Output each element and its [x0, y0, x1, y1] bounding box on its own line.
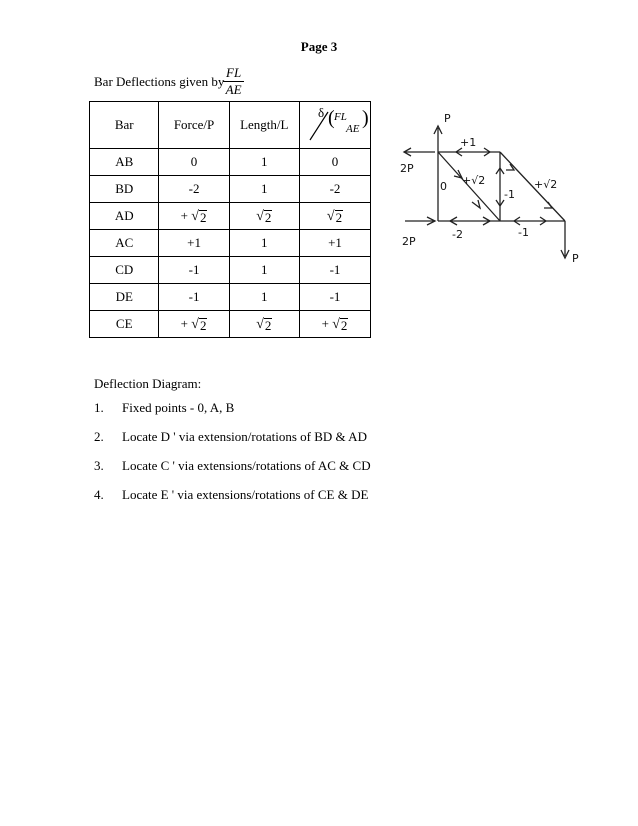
- fl-ae-fraction: [223, 65, 244, 98]
- cell-deflection: +1: [299, 230, 370, 257]
- bar-deflection-table: [89, 101, 371, 338]
- sqrt-expression: √ 2: [256, 209, 272, 225]
- step-text: Locate C ' via extensions/rotations of AC & CD: [122, 458, 371, 473]
- cell-force: -2: [159, 176, 229, 203]
- middle-vertical-label: -1: [504, 188, 515, 201]
- plus-sign: +: [180, 208, 188, 223]
- slash-mark: [308, 111, 330, 141]
- sqrt-expression: √ 2: [191, 317, 207, 333]
- sqrt-expression: √ 2: [332, 317, 348, 333]
- cell-length: 1: [229, 257, 299, 284]
- plus-sign: +: [321, 316, 329, 331]
- load-label-top-right: P: [444, 112, 451, 125]
- cell-deflection: -2: [299, 176, 370, 203]
- fraction-denominator: AE: [225, 82, 242, 97]
- cell-length: 1: [229, 284, 299, 311]
- table-row: [90, 230, 371, 257]
- cell-deflection: -1: [299, 284, 370, 311]
- deflection-diagram-title: Deflection Diagram:: [94, 376, 202, 391]
- diagonal-label: +√2: [462, 174, 486, 187]
- sqrt-expression: √ 2: [326, 209, 343, 225]
- page-title: Page 3: [300, 39, 338, 54]
- right-diagonal-label: +√2: [534, 178, 558, 191]
- cell-force: 0: [159, 149, 229, 176]
- header-force: Force/P: [159, 102, 229, 149]
- header-length: Length/L: [229, 102, 299, 149]
- fraction-numerator: FL: [223, 65, 244, 82]
- delta-over-fl-ae: [300, 103, 370, 143]
- table-row: [90, 176, 371, 203]
- load-label-bottom-right: P: [572, 252, 579, 265]
- cell-force: +1: [159, 230, 229, 257]
- table-row: [90, 149, 371, 176]
- step-text: Locate E ' via extensions/rotations of CE & DE: [122, 487, 369, 502]
- table-row: [90, 311, 371, 338]
- sqrt-expression: √ 2: [256, 317, 272, 333]
- cell-force: -1: [159, 284, 229, 311]
- table-row: [90, 203, 371, 230]
- cell-length: [229, 203, 299, 230]
- top-member-label: +1: [460, 136, 477, 149]
- cell-bar: CD: [90, 257, 159, 284]
- cell-force: [159, 203, 229, 230]
- cell-force: [159, 311, 229, 338]
- step-number: 4.: [94, 487, 104, 502]
- step-text: Locate D ' via extension/rotations of BD & AD: [122, 429, 367, 444]
- table-row: [90, 257, 371, 284]
- table-row: [90, 284, 371, 311]
- delta-symbol: δ: [317, 105, 325, 120]
- step-number: 1.: [94, 400, 104, 415]
- cell-bar: AB: [90, 149, 159, 176]
- load-label-left-top: 2P: [400, 162, 414, 175]
- cell-deflection: 0: [299, 149, 370, 176]
- truss-force-sketch: [380, 104, 600, 279]
- left-vertical-label: 0: [440, 180, 447, 193]
- cell-length: 1: [229, 149, 299, 176]
- step-text: Fixed points - 0, A, B: [122, 400, 235, 415]
- diagonal-arrowhead-2: [472, 200, 480, 208]
- header-deflection: [299, 102, 370, 149]
- cell-length: 1: [229, 230, 299, 257]
- right-paren: ): [361, 107, 369, 129]
- delta-denominator: AE: [345, 123, 360, 135]
- cell-deflection: [299, 203, 370, 230]
- cell-bar: AD: [90, 203, 159, 230]
- step-number: 3.: [94, 458, 104, 473]
- cell-length: 1: [229, 176, 299, 203]
- sqrt-expression: √ 2: [191, 209, 207, 225]
- cell-deflection: [299, 311, 370, 338]
- cell-bar: CE: [90, 311, 159, 338]
- header-bar: Bar: [90, 102, 159, 149]
- plus-sign: +: [180, 316, 188, 331]
- cell-force: -1: [159, 257, 229, 284]
- table-header-row: [90, 102, 371, 149]
- left-paren: (: [327, 107, 335, 129]
- bottom-member-label: -2: [452, 228, 463, 241]
- bottom-right-label: -1: [518, 226, 529, 239]
- cell-length: [229, 311, 299, 338]
- cell-bar: BD: [90, 176, 159, 203]
- cell-deflection: -1: [299, 257, 370, 284]
- load-label-left-bottom: 2P: [402, 235, 416, 248]
- cell-bar: AC: [90, 230, 159, 257]
- delta-numerator: FL: [333, 111, 347, 123]
- intro-label: Bar Deflections given by: [94, 74, 225, 89]
- step-number: 2.: [94, 429, 104, 444]
- cell-bar: DE: [90, 284, 159, 311]
